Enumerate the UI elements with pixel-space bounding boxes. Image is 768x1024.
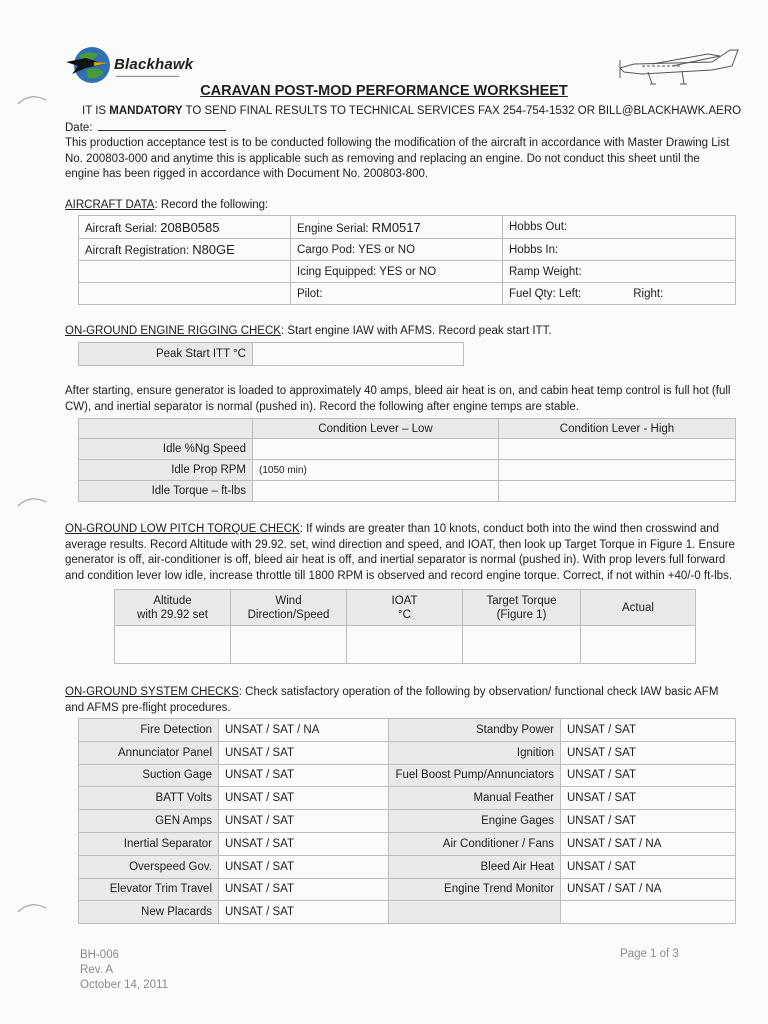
aircraft-data-instruction: : Record the following: <box>154 199 269 211</box>
fuel-qty-cell[interactable] <box>503 283 736 305</box>
binder-hole-mark <box>16 494 56 510</box>
aircraft-data-title: AIRCRAFT DATA <box>65 199 155 211</box>
check-label-right: Engine Gages <box>389 810 561 833</box>
aircraft-data-heading <box>65 198 268 214</box>
ioat-header-line1: IOAT <box>391 594 418 607</box>
aircraft-serial-value: 208B0585 <box>160 219 220 235</box>
rigging-instruction: : Start engine IAW with AFMS. Record peak start ITT. <box>280 325 552 337</box>
binder-hole-mark <box>16 900 56 916</box>
after-start-paragraph: After starting, ensure generator is loaded to approximately 40 amps, bleed air heat is on, and cabin heat temp control is full hot (full CW), and inertial separator is normal (pushed in). Record the following after engine temps are stable. <box>65 385 731 413</box>
check-label-right: Manual Feather <box>389 787 561 810</box>
check-label-right: Bleed Air Heat <box>389 855 561 878</box>
pilot-cell[interactable] <box>291 283 503 305</box>
condition-low-header: Condition Lever – Low <box>253 419 499 439</box>
check-label-right: Engine Trend Monitor <box>389 878 561 901</box>
rigging-title: ON-GROUND ENGINE RIGGING CHECK <box>65 325 281 337</box>
ramp-weight-cell[interactable] <box>503 261 736 283</box>
check-label-left: Inertial Separator <box>79 832 219 855</box>
mandatory-prefix: IT IS <box>82 105 110 117</box>
condition-high-header: Condition Lever - High <box>499 419 736 439</box>
check-options-left[interactable]: UNSAT / SAT <box>219 810 389 833</box>
low-pitch-text: : If winds are greater than 10 knots, conduct both into the wind then crosswind and average results. Record Altitude with 29.92. set, wind direction and speed, and IOAT, then look up Target Torque in Figure 1. Ensure generator is off, air-conditioner is off, bleed air heat is off, and inertial separator is normal (pushed in). With prop levers full forward and condition lever low idle, increase throttle till 1800 RPM is observed and record engine torque. Correct, if not within +40/-0 ft-lbs. <box>65 523 735 582</box>
check-options-right[interactable]: UNSAT / SAT <box>561 810 736 833</box>
hobbs-in-cell[interactable] <box>503 239 736 261</box>
system-checks-paragraph <box>65 685 737 716</box>
wind-header-line1: Wind <box>275 594 302 607</box>
check-options-left[interactable]: UNSAT / SAT / NA <box>219 719 389 742</box>
check-label-left: GEN Amps <box>79 810 219 833</box>
ioat-input[interactable] <box>347 626 463 664</box>
page-number: Page 1 of 3 <box>620 948 679 960</box>
check-options-left[interactable]: UNSAT / SAT <box>219 764 389 787</box>
low-pitch-title: ON-GROUND LOW PITCH TORQUE CHECK <box>65 523 300 535</box>
fuel-qty-right-label: Right: <box>633 287 664 300</box>
aircraft-registration-cell[interactable] <box>79 239 291 261</box>
peak-itt-table <box>78 342 464 366</box>
revision-date: October 14, 2011 <box>80 979 169 991</box>
aircraft-registration-value: N80GE <box>192 242 235 257</box>
hobbs-out-cell[interactable] <box>503 216 736 239</box>
check-label-left: Overspeed Gov. <box>79 855 219 878</box>
cargo-pod-label: Cargo Pod: YES or NO <box>297 243 416 256</box>
intro-paragraph: This production acceptance test is to be conducted following the modification of the aircraft in accordance with Master Drawing List No. 200803-000 and anytime this is applicable such as removing and replacing an engine. Do not conduct this sheet until the engine has been rigged in accordance with Document No. 200803-800. <box>65 137 730 180</box>
idle-ng-high-input[interactable] <box>499 439 736 460</box>
blackhawk-logo <box>64 44 214 86</box>
idle-ng-label: Idle %Ng Speed <box>79 439 253 460</box>
aircraft-serial-label: Aircraft Serial: <box>85 222 158 235</box>
check-label-right: Standby Power <box>389 719 561 742</box>
peak-itt-label: Peak Start ITT °C <box>79 343 253 366</box>
ramp-weight-label: Ramp Weight: <box>509 265 582 278</box>
check-options-right[interactable]: UNSAT / SAT / NA <box>561 878 736 901</box>
page-title: CARAVAN POST-MOD PERFORMANCE WORKSHEET <box>200 83 568 99</box>
pilot-label: Pilot: <box>297 287 323 300</box>
engine-serial-label: Engine Serial: <box>297 222 369 235</box>
icing-equipped-label: Icing Equipped: YES or NO <box>297 265 437 278</box>
idle-torque-high-input[interactable] <box>499 481 736 502</box>
peak-itt-input[interactable] <box>253 343 464 366</box>
altitude-header <box>115 590 231 626</box>
check-options-right[interactable] <box>561 901 736 924</box>
check-label-right: Fuel Boost Pump/Annunciators <box>389 764 561 787</box>
mandatory-suffix: TO SEND FINAL RESULTS TO TECHNICAL SERVICES FAX 254-754-1532 OR BILL@BLACKHAWK.AERO <box>182 105 742 117</box>
target-torque-input[interactable] <box>463 626 581 664</box>
date-row <box>65 120 226 137</box>
check-options-left[interactable]: UNSAT / SAT <box>219 741 389 764</box>
mandatory-bold: MANDATORY <box>109 105 183 117</box>
date-label: Date: <box>65 122 93 134</box>
system-checks-text: : Check satisfactory operation of the following by observation/ functional check IAW basic AFM and AFMS pre-flight procedures. <box>65 686 719 714</box>
altitude-input[interactable] <box>115 626 231 664</box>
idle-torque-label: Idle Torque – ft-lbs <box>79 481 253 502</box>
document-footer <box>80 948 168 993</box>
low-pitch-table <box>114 589 696 664</box>
hobbs-out-label: Hobbs Out: <box>509 221 568 233</box>
wind-input[interactable] <box>231 626 347 664</box>
check-options-right[interactable]: UNSAT / SAT / NA <box>561 832 736 855</box>
condition-lever-table <box>78 418 736 502</box>
engine-serial-cell[interactable] <box>291 216 503 239</box>
target-torque-header-line1: Target Torque <box>486 594 557 607</box>
idle-prop-low-input[interactable]: (1050 min) <box>253 460 499 481</box>
check-label-left: Annunciator Panel <box>79 741 219 764</box>
target-torque-header <box>463 590 581 626</box>
document-number: BH-006 <box>80 949 119 961</box>
rigging-heading <box>65 324 552 340</box>
revision: Rev. A <box>80 964 114 976</box>
check-options-right[interactable]: UNSAT / SAT <box>561 719 736 742</box>
fuel-qty-left-label: Fuel Qty: Left: <box>509 287 582 300</box>
engine-serial-value: RM0517 <box>371 219 421 235</box>
check-label-right <box>389 901 561 924</box>
aircraft-registration-label: Aircraft Registration: <box>85 245 190 257</box>
idle-prop-label: Idle Prop RPM <box>79 460 253 481</box>
target-torque-header-line2: (Figure 1) <box>496 608 547 621</box>
check-options-left[interactable]: UNSAT / SAT <box>219 855 389 878</box>
ioat-header-line2: °C <box>398 608 411 621</box>
header-blank-cell <box>79 419 253 439</box>
idle-torque-low-input[interactable] <box>253 481 499 502</box>
system-checks-table <box>78 718 736 924</box>
ioat-header <box>347 590 463 626</box>
check-label-left: New Placards <box>79 901 219 924</box>
check-label-right: Air Conditioner / Fans <box>389 832 561 855</box>
check-options-right[interactable]: UNSAT / SAT <box>561 787 736 810</box>
check-label-left: BATT Volts <box>79 787 219 810</box>
altitude-header-line2: with 29.92 set <box>137 608 208 621</box>
cargo-pod-cell[interactable] <box>291 239 503 261</box>
check-options-right[interactable]: UNSAT / SAT <box>561 741 736 764</box>
system-checks-title: ON-GROUND SYSTEM CHECKS <box>65 686 239 698</box>
low-pitch-paragraph <box>65 522 737 584</box>
check-options-left[interactable]: UNSAT / SAT <box>219 878 389 901</box>
mandatory-notice <box>82 104 741 120</box>
globe-hawk-icon <box>64 44 112 86</box>
date-field[interactable] <box>98 120 226 131</box>
idle-prop-high-input[interactable] <box>499 460 736 481</box>
altitude-header-line1: Altitude <box>153 594 192 607</box>
wind-header <box>231 590 347 626</box>
wind-header-line2: Direction/Speed <box>247 608 330 621</box>
icing-equipped-cell[interactable] <box>291 261 503 283</box>
check-options-left[interactable]: UNSAT / SAT <box>219 832 389 855</box>
aircraft-serial-cell[interactable] <box>79 216 291 239</box>
actual-input[interactable] <box>581 626 696 664</box>
check-label-left: Fire Detection <box>79 719 219 742</box>
empty-cell[interactable] <box>79 261 291 283</box>
brand-name: Blackhawk <box>114 56 194 73</box>
idle-ng-low-input[interactable] <box>253 439 499 460</box>
check-label-right: Ignition <box>389 741 561 764</box>
check-label-left: Elevator Trim Travel <box>79 878 219 901</box>
empty-cell[interactable] <box>79 283 291 305</box>
actual-header: Actual <box>581 590 696 626</box>
check-options-left[interactable]: UNSAT / SAT <box>219 901 389 924</box>
hobbs-in-label: Hobbs In: <box>509 243 559 256</box>
binder-hole-mark <box>16 92 56 108</box>
aircraft-data-table <box>78 215 736 305</box>
brand-tagline-mark: ━━━━━━━━━━━━━━━━━━━━━ <box>116 74 180 80</box>
check-label-left: Suction Gage <box>79 764 219 787</box>
check-options-right[interactable]: UNSAT / SAT <box>561 764 736 787</box>
check-options-right[interactable]: UNSAT / SAT <box>561 855 736 878</box>
check-options-left[interactable]: UNSAT / SAT <box>219 787 389 810</box>
